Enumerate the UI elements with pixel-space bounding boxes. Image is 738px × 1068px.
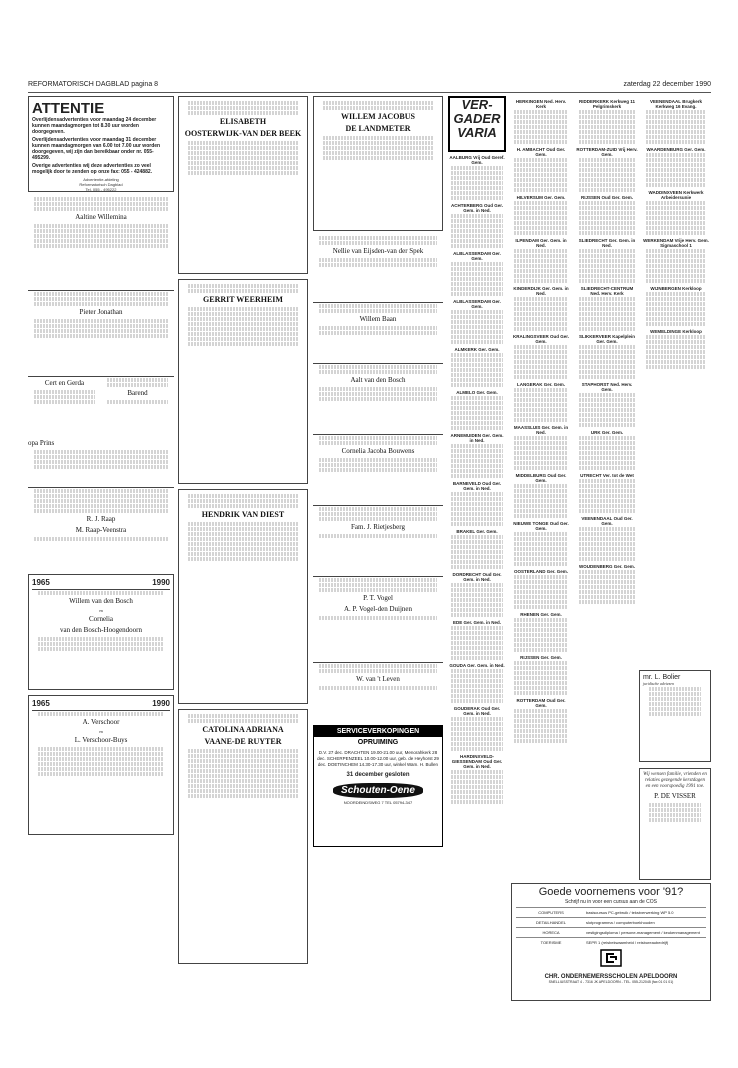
church-entry-title: WIJNBERGEN Kerkloop bbox=[650, 286, 702, 291]
anniv2-year-left: 1965 bbox=[32, 699, 50, 708]
serv-title: SERVICEVERKOPINGEN bbox=[314, 726, 442, 737]
church-entry bbox=[643, 238, 709, 283]
notice-opa bbox=[28, 439, 174, 487]
anniv2-and: en bbox=[99, 729, 103, 734]
anniv2-name: A. Verschoor bbox=[82, 718, 120, 726]
thanks1-name: Nellie van Eijsden-van der Spek bbox=[332, 247, 424, 255]
church-entry bbox=[448, 754, 506, 804]
column-1 bbox=[28, 96, 174, 840]
church-entry-title: WERKENDAM Vrije Herv. Gem. Sigmaschool 1 bbox=[643, 238, 709, 248]
attentie-dept2: Reformatorisch Dagblad bbox=[79, 182, 123, 187]
church-entry-title: RIJSSEN Ger. Gem. bbox=[520, 655, 562, 660]
church-entry bbox=[576, 382, 638, 427]
death4-name: CATOLINA ADRIANA bbox=[202, 725, 284, 734]
church-entry bbox=[576, 99, 638, 144]
church-entry bbox=[448, 390, 506, 430]
church-entry bbox=[576, 430, 638, 470]
church-entry-title: URK Ger. Gem. bbox=[590, 430, 624, 435]
thanks2-name: Willem Baan bbox=[359, 315, 397, 323]
church-entry bbox=[511, 521, 571, 566]
death-notice-1 bbox=[178, 96, 308, 274]
church-entry-title: HERKINGEN Ned. Herv. Kerk bbox=[515, 99, 567, 109]
anniversary-box-1 bbox=[28, 574, 174, 690]
thanks6-name: P. T. Vogel bbox=[363, 594, 393, 602]
bolier-name: mr. L. Bolier bbox=[643, 674, 681, 681]
church-list-b bbox=[511, 99, 571, 743]
church-entry bbox=[448, 663, 506, 703]
church-entry bbox=[448, 155, 506, 200]
column-3 bbox=[313, 96, 443, 847]
birth-notice-2 bbox=[28, 290, 174, 376]
attentie-tel: Tel. 055 - 495222 bbox=[85, 187, 117, 192]
cos-row bbox=[516, 917, 706, 927]
death-notice-2 bbox=[178, 279, 308, 484]
birth-name-1: Aaltine Willemina bbox=[75, 213, 127, 221]
church-entry-title: EDE Ger. Gem. in Ned. bbox=[452, 620, 501, 625]
serv-body: D.V. 27 dec. DRACHTEN 19.00-21.00 uur, Menorahkerk 28 dec. SCHERPENZEEL 10.00-12.00 uur, geb. de Heyhorst 29 dec. DOETINCHEM 14.30-17.30 uur, winkel Wam. H. Bullen bbox=[317, 750, 439, 767]
church-entry bbox=[576, 473, 638, 513]
birth-notice-3 bbox=[28, 376, 174, 437]
church-entry bbox=[511, 147, 571, 192]
death5-name: WILLEM JACOBUS bbox=[340, 112, 415, 121]
church-entry-title: ROTTERDAM-ZUID Vrij Herv. Gem. bbox=[576, 147, 638, 157]
church-entry-title: KRALINGSVEER Oud Ger. Gem. bbox=[512, 334, 569, 344]
anniv2-name2: L. Verschoor-Buys bbox=[74, 736, 128, 744]
church-entry bbox=[448, 203, 506, 248]
thanks6-name2: A. P. Vogel-den Duijnen bbox=[344, 605, 412, 613]
church-entry-title: AALBURG Vrij Oud Geref. Gem. bbox=[449, 155, 505, 165]
church-entry bbox=[576, 147, 638, 192]
church-entry-title: LANGERAK Ger. Gem. bbox=[516, 382, 565, 387]
church-entry bbox=[576, 334, 638, 379]
church-entry-title: SLIEDRECHT-CENTRUM Ned. Herv. Kerk bbox=[580, 286, 634, 296]
thanks7-name: W. van 't Leven bbox=[356, 675, 400, 683]
church-entry bbox=[511, 655, 571, 695]
church-entry-title: BARNEVELD Oud Ger. Gem. in Ned. bbox=[452, 481, 502, 491]
thanks4-name: Cornelia Jacoba Bouwens bbox=[341, 447, 415, 455]
serv-date: 31 december gesloten bbox=[346, 772, 410, 778]
page-header bbox=[28, 78, 711, 93]
serv-title2: OPRUIMING bbox=[314, 737, 442, 748]
cos-row-value: vestigingsdiploma / persone-management / keukenmanagement bbox=[586, 930, 700, 935]
church-entry bbox=[643, 190, 709, 235]
church-entry bbox=[576, 564, 638, 604]
church-column-d bbox=[643, 96, 709, 686]
cos-row-value: SEPR 1 (reisbekwaamheid / reisbureaubedrijf) bbox=[586, 940, 669, 945]
birth-name-2: Pieter Jonathan bbox=[79, 308, 123, 316]
church-entry bbox=[511, 99, 571, 144]
attentie-dept: Advertentie-afdeling bbox=[83, 177, 119, 182]
church-entry-title: RIDDERKERK Kerkweg 11 Pelgrimskerk bbox=[578, 99, 636, 109]
thanks-notice-7 bbox=[313, 662, 443, 725]
church-entry bbox=[511, 698, 571, 743]
church-entry-title: ALBLASSERDAM Ger. Gem. bbox=[453, 299, 501, 309]
birth-notice-1 bbox=[28, 197, 174, 290]
church-entry bbox=[511, 382, 571, 422]
church-entry-title: STAPHORST Ned. Herv. Gem. bbox=[581, 382, 633, 392]
death1-name2: OOSTERWIJK-VAN DER BEEK bbox=[184, 129, 302, 138]
church-entry bbox=[511, 286, 571, 331]
visser-name: P. DE VISSER bbox=[654, 792, 696, 800]
serv-logo: Schouten-Oene bbox=[333, 783, 423, 798]
thanks5-name: Fam. J. Rietjesberg bbox=[351, 523, 405, 531]
church-entry-title: HILVERSUM Ger. Gem. bbox=[516, 195, 566, 200]
church-entry-title: ARNEMUIDEN Ger. Gem. in Ned. bbox=[450, 433, 504, 443]
church-entry bbox=[511, 569, 571, 609]
church-entry-title: GOUDERAK Oud Ger. Gem. in Ned. bbox=[453, 706, 501, 716]
church-entry-title: RIJSSEN Oud Ger. Gem. bbox=[580, 195, 634, 200]
church-entry-title: ALBLASSERDAM Ger. Gem. bbox=[453, 251, 501, 261]
church-entry-title: NIEUWE TONGE Oud Ger. Gem. bbox=[513, 521, 569, 531]
church-entry bbox=[448, 347, 506, 387]
attentie-box bbox=[28, 96, 174, 192]
church-entry-title: BRAKEL Ger. Gem. bbox=[456, 529, 498, 534]
visser-ad bbox=[639, 768, 711, 880]
anniv1-name3: van den Bosch-Hoogendoorn bbox=[59, 626, 143, 634]
church-entry bbox=[576, 516, 638, 561]
church-entry bbox=[448, 529, 506, 569]
church-entry bbox=[448, 433, 506, 478]
death3-name: HENDRIK VAN DIEST bbox=[201, 510, 285, 519]
church-column-b bbox=[511, 96, 571, 996]
church-entry bbox=[643, 99, 709, 144]
church-entry bbox=[448, 251, 506, 296]
church-list-d bbox=[643, 99, 709, 369]
column-2 bbox=[178, 96, 308, 969]
serv-addr: NOORDEINDSWEG 7 TEL 05794-347 bbox=[343, 800, 413, 805]
church-entry-title: H. AMBACHT Oud Ger. Gem. bbox=[516, 147, 566, 157]
death1-name: ELISABETH bbox=[219, 117, 267, 126]
church-entry-title: KINDERDIJK Ger. Gem. in Ned. bbox=[513, 286, 569, 296]
church-entry-title: ILPENDAM Ger. Gem. in Ned. bbox=[515, 238, 567, 248]
church-entry bbox=[511, 612, 571, 652]
church-entry-title: RHENEN Ger. Gem. bbox=[520, 612, 562, 617]
cos-title: Goede voornemens voor '91? bbox=[538, 886, 684, 898]
raap-name2: M. Raap-Veenstra bbox=[75, 526, 127, 534]
church-entry bbox=[448, 299, 506, 344]
raap-name: R. J. Raap bbox=[86, 515, 116, 523]
anniv1-name2: Cornelia bbox=[88, 615, 114, 623]
church-entry bbox=[576, 238, 638, 283]
church-entry bbox=[511, 473, 571, 518]
church-column-c bbox=[576, 96, 638, 996]
church-entry bbox=[576, 286, 638, 331]
newspaper-page bbox=[28, 78, 711, 998]
church-entry-title: MAASSLUIS Ger. Gem. in Ned. bbox=[513, 425, 569, 435]
cos-row-key: TOERISME bbox=[540, 940, 562, 945]
church-entry bbox=[448, 620, 506, 660]
church-entry-title: WOUDENBERG Ger. Gem. bbox=[578, 564, 635, 569]
death5-name2: DE LANDMETER bbox=[345, 124, 411, 133]
church-entry-title: MIDDELBURG Oud Ger. Gem. bbox=[515, 473, 567, 483]
death-notice-5 bbox=[313, 96, 443, 231]
anniv1-and: en bbox=[99, 608, 103, 613]
church-entry-title: VEENENDAAL Oud Ger. Gem. bbox=[581, 516, 633, 526]
thanks-notice-3 bbox=[313, 363, 443, 434]
church-list-c bbox=[576, 99, 638, 604]
church-entry-title: SLIKKERVEER Kapelplein Ger. Gem. bbox=[579, 334, 635, 344]
visser-quote: Wij wensen familie, vrienden en relaties gezegende kerstdagen en een voorspoedig 1991 toe. bbox=[643, 772, 707, 789]
cos-row-value: basiscursus PC-gebruik / tekstverwerking WP 5.0 bbox=[586, 910, 674, 915]
cos-sub: Schrijf nu in voor een cursus aan de COS bbox=[565, 899, 657, 905]
thanks-notice-5 bbox=[313, 505, 443, 576]
anniv1-name: Willem van den Bosch bbox=[69, 597, 133, 605]
cos-row bbox=[516, 937, 706, 947]
church-entry-title: WADDINXVEEN Kerkwerk Arbeidersunie bbox=[648, 190, 704, 200]
thanks-notice-4 bbox=[313, 434, 443, 505]
church-entry-title: WAARDENBURG Ger. Gem. bbox=[646, 147, 706, 152]
vergader-varia-title bbox=[448, 96, 506, 152]
header-right: zaterdag 22 december 1990 bbox=[623, 81, 711, 88]
church-entry-title: SLIEDRECHT Ger. Gem. in Ned. bbox=[578, 238, 636, 248]
church-entry-title: DORDRECHT Oud Ger. Gem. in Ned. bbox=[452, 572, 502, 582]
cos-row-key: HORECA bbox=[542, 930, 560, 935]
church-entry bbox=[511, 425, 571, 470]
church-entry bbox=[448, 481, 506, 526]
bolier-sub: juridische adviezen bbox=[643, 681, 674, 686]
vv-line3: VARIA bbox=[457, 125, 497, 140]
notice-raap bbox=[28, 487, 174, 574]
church-entry bbox=[511, 195, 571, 235]
church-entry bbox=[576, 195, 638, 235]
thanks-notice-2 bbox=[313, 302, 443, 363]
church-entry bbox=[643, 147, 709, 187]
service-sale-ad bbox=[313, 725, 443, 847]
church-entry-title: ALMELO Ger. Gem. bbox=[456, 390, 498, 395]
cos-row-value: slotprogramma / computerboekhouden bbox=[586, 920, 655, 925]
death-notice-3 bbox=[178, 489, 308, 704]
anniv2-year-right: 1990 bbox=[152, 699, 170, 708]
thanks-notice-6 bbox=[313, 576, 443, 662]
birth-name-4: Barend bbox=[127, 389, 148, 397]
anniv1-year-left: 1965 bbox=[32, 578, 50, 587]
attentie-title: ATTENTIE bbox=[32, 100, 105, 117]
church-entry-title: UTRECHT Ver. tot de Wet bbox=[580, 473, 634, 478]
birth-name-3: Cert en Gerda bbox=[44, 379, 85, 387]
church-list-a bbox=[448, 155, 506, 804]
attentie-p3: Overige advertenties wij deze advertenties zo veel mogelijk door te zenden op onze fax: 055 - 424882. bbox=[32, 163, 153, 175]
cos-rows bbox=[516, 907, 706, 947]
church-entry bbox=[511, 334, 571, 379]
church-entry-title: GOUDA Ger. Gem. in Ned. bbox=[449, 663, 505, 668]
cos-row bbox=[516, 927, 706, 937]
cos-ad bbox=[511, 883, 711, 1001]
death2-name: GERRIT WEERHEIM bbox=[203, 295, 283, 304]
cos-addr: SNELLIUSSTRAAT 4 - 7316 JK APELDOORN - TEL. 055-212045 (fax 01 01 01) bbox=[548, 980, 674, 984]
cos-row-key: COMPUTERS bbox=[538, 910, 564, 915]
header-left: REFORMATORISCH DAGBLAD pagina 8 bbox=[28, 81, 159, 88]
cos-school: CHR. ONDERNEMERSSCHOLEN APELDOORN bbox=[544, 974, 678, 980]
church-entry-title: ALMKERK Ger. Gem. bbox=[454, 347, 500, 352]
church-entry bbox=[643, 286, 709, 326]
death4-name2: VAANE-DE RUYTER bbox=[204, 737, 282, 746]
bolier-ad bbox=[639, 670, 711, 762]
death-notice-4 bbox=[178, 709, 308, 964]
attentie-p2: Overlijdensadvertenties voor maandag 31 december kunnen maandagmorgen van 6.00 tot 7.00 uur worden doorgegeven, wij zijn dan bereikbaar onder nr. 055-495299. bbox=[32, 137, 161, 161]
vv-line2: GADER bbox=[453, 111, 501, 126]
church-column-a bbox=[448, 96, 506, 996]
thanks-notice-1 bbox=[313, 236, 443, 302]
church-entry-title: HARDINXVELD-GIESSENDAM Oud Ger. Gem. in Ned. bbox=[451, 754, 503, 769]
church-entry-title: OOSTERLAND Ger. Gem. bbox=[513, 569, 568, 574]
anniversary-box-2 bbox=[28, 695, 174, 835]
church-entry bbox=[448, 572, 506, 617]
church-entry-title: WEMELDINGE Kerkloop bbox=[650, 329, 702, 334]
church-entry-title: ROTTERDAM Oud Ger. Gem. bbox=[516, 698, 566, 708]
anniv1-year-right: 1990 bbox=[152, 578, 170, 587]
vv-line1: VER- bbox=[461, 97, 493, 112]
cos-row-key: DETAILHANDEL bbox=[536, 920, 566, 925]
cos-row bbox=[516, 907, 706, 917]
cos-logo-icon bbox=[516, 949, 706, 972]
church-entry-title: ACHTERBERG Oud Ger. Gem. in Ned. bbox=[450, 203, 503, 213]
church-entry-title: VEENENDAAL Brugkerk Kerkweg 16 Evang. bbox=[650, 99, 702, 109]
opa-name: opa Prins bbox=[28, 439, 55, 447]
church-entry bbox=[643, 329, 709, 369]
church-entry bbox=[511, 238, 571, 283]
church-entry bbox=[448, 706, 506, 751]
attentie-p1: Overlijdensadvertenties voor maandag 24 december kunnen maandagmorgen tot 8.30 uur worden doorgegeven. bbox=[32, 117, 157, 135]
thanks3-name: Aalt van den Bosch bbox=[350, 376, 406, 384]
